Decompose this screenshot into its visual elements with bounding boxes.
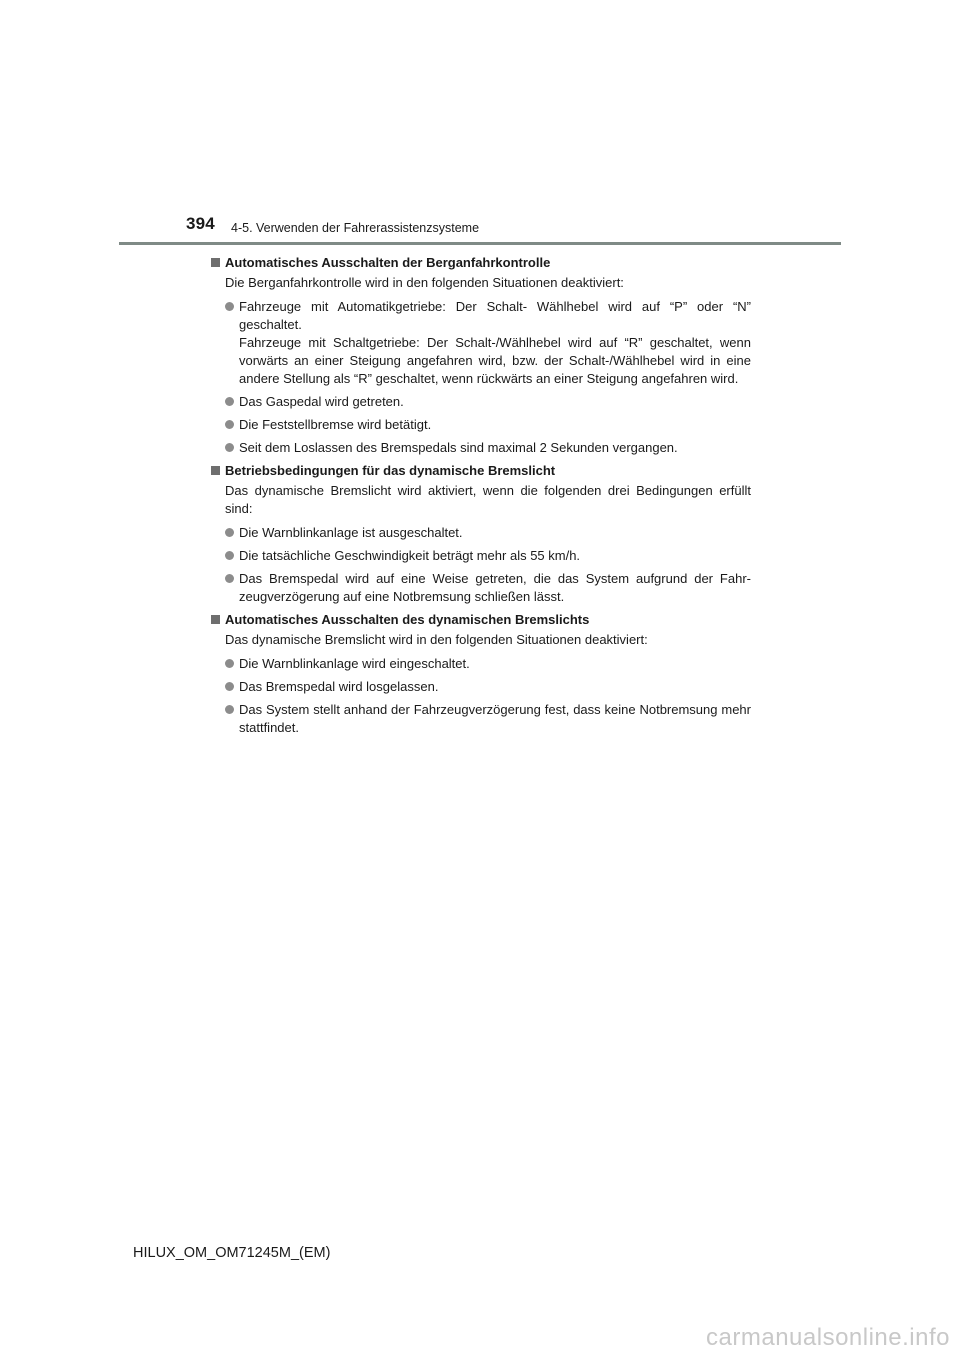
list-item <box>225 547 751 565</box>
list-item <box>225 570 751 606</box>
section-heading <box>211 611 751 629</box>
list-item-text: Die Feststellbremse wird betätigt. <box>239 417 432 432</box>
round-bullet-icon <box>225 302 234 311</box>
list-item-text: Fahrzeuge mit Automatikgetriebe: Der Schalt- Wählhebel wird auf “P” oder “N” geschaltet. <box>239 299 751 332</box>
list-item-text: Das Gaspedal wird getreten. <box>239 394 404 409</box>
chapter-title: 4-5. Verwenden der Fahrerassistenzsysteme <box>231 221 480 235</box>
page-number: 394 <box>186 214 215 233</box>
watermark: carmanualsonline.info <box>706 1324 950 1351</box>
list-item-text: Das Bremspedal wird losgelassen. <box>239 679 439 694</box>
section-brake-light-deactivation <box>211 611 751 737</box>
list-item <box>225 416 751 434</box>
list-item-text: Fahrzeuge mit Schaltgetriebe: Der Schalt-/Wählhebel wird auf “R” geschaltet, wenn vorwärts an einer Steigung angefahren wird, bzw. der Schalt-/Wählhebel wird in eine andere Stellung als “R” geschaltet, wenn rückwärts an einer Steigung angefahren wird. <box>239 335 751 386</box>
document-code: HILUX_OM_OM71245M_(EM) <box>133 1245 331 1261</box>
list-item <box>225 298 751 388</box>
list-item <box>225 678 751 696</box>
section-title: Betriebsbedingungen für das dynamische Bremslicht <box>225 463 556 478</box>
list-item-text: Das System stellt anhand der Fahrzeugverzögerung fest, dass keine Notbremsung mehr stattfindet. <box>239 702 751 735</box>
round-bullet-icon <box>225 528 234 537</box>
section-heading <box>211 462 751 480</box>
square-bullet-icon <box>211 258 220 267</box>
list-item <box>225 655 751 673</box>
list-item-text: Die tatsächliche Geschwindigkeit beträgt mehr als 55 km/h. <box>239 548 581 563</box>
list-item-text: Die Warnblinkanlage wird eingeschaltet. <box>239 656 470 671</box>
list-item <box>225 524 751 542</box>
list-item <box>225 701 751 737</box>
header-divider <box>119 242 841 245</box>
section-title: Automatisches Ausschalten des dynamischen Bremslichts <box>225 612 590 627</box>
square-bullet-icon <box>211 466 220 475</box>
round-bullet-icon <box>225 659 234 668</box>
list-item-text: Die Warnblinkanlage ist ausgeschaltet. <box>239 525 463 540</box>
list-item <box>225 439 751 457</box>
section-brake-light-conditions <box>211 462 751 606</box>
section-heading <box>211 254 751 272</box>
round-bullet-icon <box>225 420 234 429</box>
square-bullet-icon <box>211 615 220 624</box>
list-item-text: Seit dem Loslassen des Bremspedals sind maximal 2 Sekunden vergangen. <box>239 440 678 455</box>
round-bullet-icon <box>225 443 234 452</box>
round-bullet-icon <box>225 705 234 714</box>
round-bullet-icon <box>225 397 234 406</box>
list-item-text: Das Bremspedal wird auf eine Weise getreten, die das System aufgrund der Fahr-zeugverzögerung auf eine Notbremsung schließen lässt. <box>239 571 751 604</box>
section-title: Automatisches Ausschalten der Berganfahrkontrolle <box>225 255 551 270</box>
section-intro: Das dynamische Bremslicht wird aktiviert, wenn die folgenden drei Bedingungen erfüllt sind: <box>225 483 751 516</box>
page-content <box>211 254 751 742</box>
round-bullet-icon <box>225 682 234 691</box>
section-intro: Das dynamische Bremslicht wird in den folgenden Situationen deaktiviert: <box>225 632 648 647</box>
list-item <box>225 393 751 411</box>
round-bullet-icon <box>225 551 234 560</box>
round-bullet-icon <box>225 574 234 583</box>
section-intro: Die Berganfahrkontrolle wird in den folgenden Situationen deaktiviert: <box>225 275 624 290</box>
section-hill-start-deactivation <box>211 254 751 457</box>
